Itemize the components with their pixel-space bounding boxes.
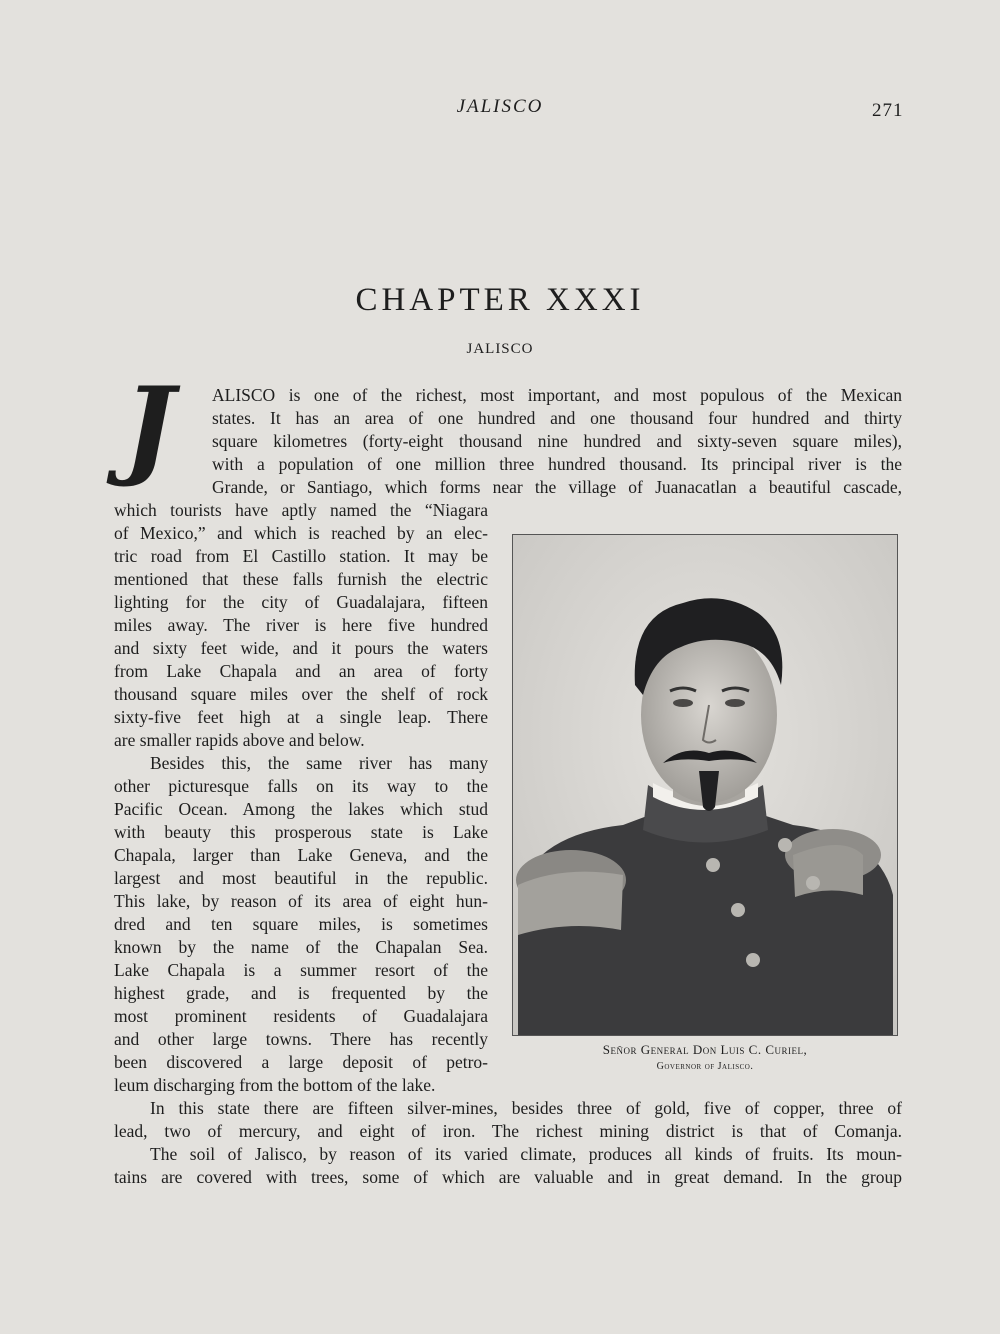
text-line: from Lake Chapala and an area of forty bbox=[114, 661, 488, 681]
text-line: Besides this, the same river has many bbox=[150, 753, 488, 773]
portrait-photo bbox=[512, 534, 898, 1036]
text-line: of Mexico,” and which is reached by an elec- bbox=[114, 523, 488, 543]
text-line: ALISCO is one of the richest, most important, and most populous of the Mexican bbox=[212, 385, 902, 405]
text-line: miles away. The river is here five hundred bbox=[114, 615, 488, 635]
text-line: and sixty feet wide, and it pours the waters bbox=[114, 638, 488, 658]
drop-cap-initial: J bbox=[123, 364, 175, 490]
page-number: 271 bbox=[872, 100, 904, 121]
running-head: JALISCO bbox=[456, 96, 544, 117]
portrait-illustration bbox=[513, 535, 897, 1035]
text-line: In this state there are fifteen silver-mines, besides three of gold, five of copper, three of bbox=[150, 1098, 902, 1118]
text-line: which tourists have aptly named the “Niagara bbox=[114, 500, 488, 520]
chapter-subtitle: JALISCO bbox=[466, 341, 534, 357]
text-line: highest grade, and is frequented by the bbox=[114, 983, 488, 1003]
text-line: This lake, by reason of its area of eight hun- bbox=[114, 891, 488, 911]
text-line: tains are covered with trees, some of which are valuable and in great demand. In the group bbox=[114, 1167, 902, 1187]
text-line: Chapala, larger than Lake Geneva, and the bbox=[114, 845, 488, 865]
text-line: lighting for the city of Guadalajara, fifteen bbox=[114, 592, 488, 612]
text-line: with beauty this prosperous state is Lake bbox=[114, 822, 488, 842]
text-line: other picturesque falls on its way to the bbox=[114, 776, 488, 796]
text-line: states. It has an area of one hundred and one thousand four hundred and thirty bbox=[212, 408, 902, 428]
text-line: largest and most beautiful in the republic. bbox=[114, 868, 488, 888]
figure-caption-name: Señor General Don Luis C. Curiel, bbox=[602, 1042, 808, 1057]
text-line: dred and ten square miles, is sometimes bbox=[114, 914, 488, 934]
figure-caption-title: Governor of Jalisco. bbox=[656, 1061, 754, 1072]
text-line: with a population of one million three hundred thousand. Its principal river is the bbox=[212, 454, 902, 474]
text-line: Grande, or Santiago, which forms near the village of Juanacatlan a beautiful cascade, bbox=[212, 477, 902, 497]
text-line: and other large towns. There has recently bbox=[114, 1029, 488, 1049]
text-line: The soil of Jalisco, by reason of its varied climate, produces all kinds of fruits. Its moun- bbox=[150, 1144, 902, 1164]
text-line: lead, two of mercury, and eight of iron. The richest mining district is that of Comanja. bbox=[114, 1121, 902, 1141]
text-line: known by the name of the Chapalan Sea. bbox=[114, 937, 488, 957]
text-line: Pacific Ocean. Among the lakes which stud bbox=[114, 799, 488, 819]
text-line: mentioned that these falls furnish the electric bbox=[114, 569, 488, 589]
text-line: Lake Chapala is a summer resort of the bbox=[114, 960, 488, 980]
text-line: been discovered a large deposit of petro- bbox=[114, 1052, 488, 1072]
text-line: are smaller rapids above and below. bbox=[114, 730, 365, 750]
text-line: thousand square miles over the shelf of rock bbox=[114, 684, 488, 704]
text-line: leum discharging from the bottom of the lake. bbox=[114, 1075, 436, 1095]
text-line: square kilometres (forty-eight thousand nine hundred and sixty-seven square miles), bbox=[212, 431, 902, 451]
text-line: most prominent residents of Guadalajara bbox=[114, 1006, 488, 1026]
text-line: sixty-five feet high at a single leap. There bbox=[114, 707, 488, 727]
text-line: tric road from El Castillo station. It may be bbox=[114, 546, 488, 566]
chapter-title: CHAPTER XXXI bbox=[355, 282, 645, 318]
